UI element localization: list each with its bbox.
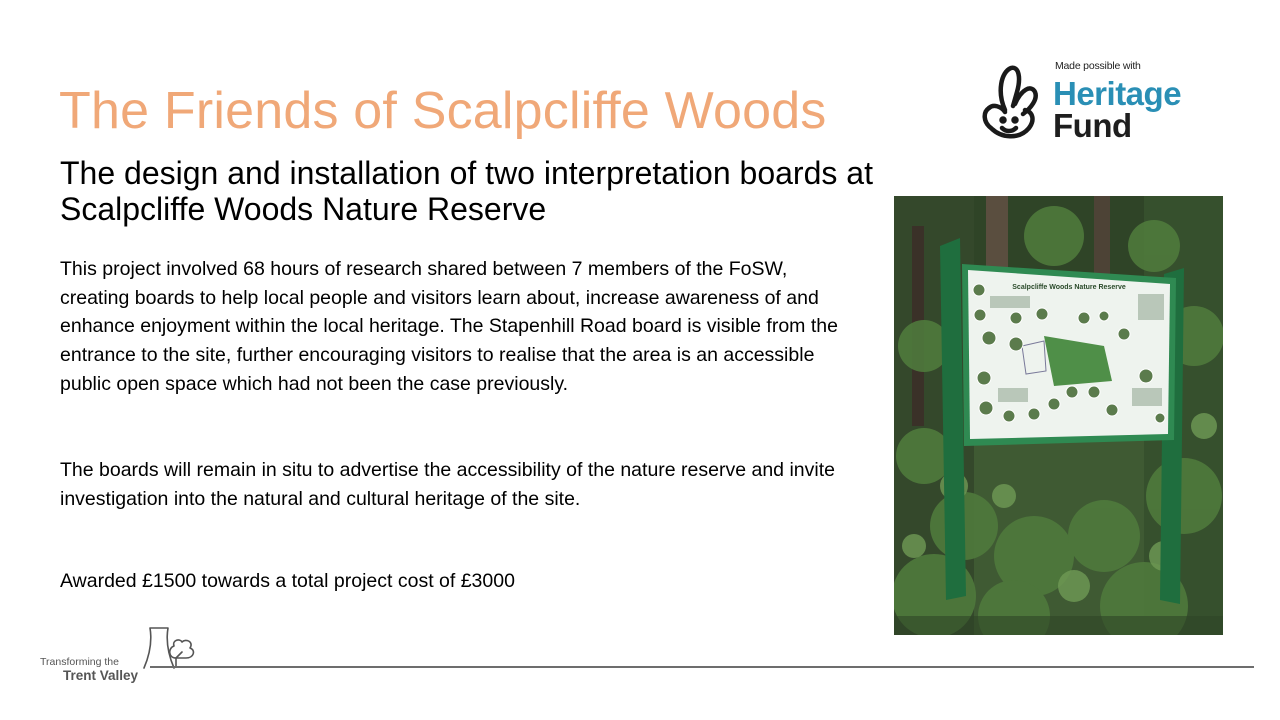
trent-valley-tagline: Transforming the (40, 656, 119, 668)
fund-wordmark: Fund (1053, 107, 1132, 144)
slide-title: The Friends of Scalpcliffe Woods (59, 82, 827, 140)
paragraph-research: This project involved 68 hours of research shared between 7 members of the FoSW, creating boards to help local people and visitors learn about, increase awareness of and enhance enjoyment within the local heritage. The Stapenhill Road board is visible from the entrance to the site, further encouraging visitors to realise that the area is an accessible public open space which had not been the case previously. (60, 258, 838, 395)
cooling-tower-tree-icon (138, 624, 208, 672)
heritage-fund-logo (975, 58, 1215, 150)
board-title-text: Scalpcliffe Woods Nature Reserve (1012, 284, 1126, 291)
crossed-fingers-icon (975, 62, 1047, 146)
board-photo-illustration (894, 196, 1223, 635)
award-text: Awarded £1500 towards a total project cost of £3000 (60, 570, 515, 592)
heritage-wordmark: Heritage (1053, 75, 1182, 112)
trent-valley-name: Trent Valley (63, 668, 139, 683)
paragraph-boards: The boards will remain in situ to advertise the accessibility of the nature reserve and invite investigation into the natural and cultural heritage of the site. (60, 459, 835, 510)
footer-divider (150, 666, 1254, 668)
board-photo (894, 196, 1223, 635)
made-possible-text: Made possible with (1055, 60, 1141, 72)
slide-subtitle: The design and installation of two interpretation boards at Scalpcliffe Woods Nature Reserve (60, 155, 873, 227)
trent-valley-logo (38, 624, 218, 688)
project-description (60, 255, 860, 399)
